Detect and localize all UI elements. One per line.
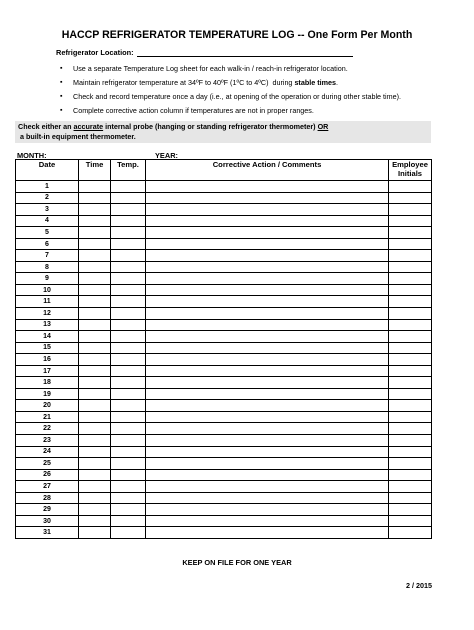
- temp-cell[interactable]: [111, 388, 146, 400]
- bullet-icon: ▪: [60, 107, 63, 114]
- date-cell: 24: [16, 446, 79, 458]
- corrective-action-cell[interactable]: [146, 469, 389, 481]
- table-row: [16, 227, 432, 239]
- time-cell[interactable]: [79, 238, 111, 250]
- temp-cell[interactable]: [111, 504, 146, 516]
- time-cell[interactable]: [79, 492, 111, 504]
- corrective-action-cell[interactable]: [146, 261, 389, 273]
- time-cell[interactable]: [79, 284, 111, 296]
- table-row: [16, 481, 432, 493]
- corrective-action-cell[interactable]: [146, 238, 389, 250]
- time-cell[interactable]: [79, 469, 111, 481]
- corrective-action-cell[interactable]: [146, 296, 389, 308]
- time-cell[interactable]: [79, 354, 111, 366]
- temp-cell[interactable]: [111, 411, 146, 423]
- date-cell: 12: [16, 308, 79, 320]
- employee-initials-cell[interactable]: [389, 261, 432, 273]
- table-row: [16, 273, 432, 285]
- date-cell: 13: [16, 319, 79, 331]
- date-cell: 1: [16, 181, 79, 193]
- column-header-employee-initials: Employee Initials: [389, 160, 432, 181]
- temp-cell[interactable]: [111, 342, 146, 354]
- date-cell: 10: [16, 284, 79, 296]
- employee-initials-cell[interactable]: [389, 458, 432, 470]
- date-cell: 23: [16, 435, 79, 447]
- instruction-item: [60, 92, 401, 106]
- employee-initials-cell[interactable]: [389, 284, 432, 296]
- employee-initials-cell[interactable]: [389, 296, 432, 308]
- table-row: [16, 204, 432, 216]
- table-row: [16, 388, 432, 400]
- instruction-text: Check and record temperature once a day (i.e., at opening of the operation or during other stable time).: [73, 92, 402, 101]
- temperature-log-table: [15, 159, 432, 539]
- time-cell[interactable]: [79, 181, 111, 193]
- date-cell: 17: [16, 365, 79, 377]
- corrective-action-cell[interactable]: [146, 388, 389, 400]
- month-label: MONTH:: [17, 151, 47, 160]
- corrective-action-cell[interactable]: [146, 342, 389, 354]
- column-header-date: Date: [16, 160, 79, 181]
- table-row: [16, 458, 432, 470]
- date-cell: 21: [16, 411, 79, 423]
- employee-initials-cell[interactable]: [389, 515, 432, 527]
- table-row: [16, 284, 432, 296]
- table-row: [16, 342, 432, 354]
- time-cell[interactable]: [79, 250, 111, 262]
- employee-initials-cell[interactable]: [389, 354, 432, 366]
- temp-cell[interactable]: [111, 458, 146, 470]
- time-cell[interactable]: [79, 342, 111, 354]
- time-cell[interactable]: [79, 527, 111, 539]
- table-header-row: [16, 160, 432, 181]
- table-row: [16, 308, 432, 320]
- employee-initials-cell[interactable]: [389, 273, 432, 285]
- employee-initials-cell[interactable]: [389, 227, 432, 239]
- corrective-action-cell[interactable]: [146, 492, 389, 504]
- probe-text: Check either an: [18, 122, 74, 131]
- table-row: [16, 435, 432, 447]
- temp-cell[interactable]: [111, 319, 146, 331]
- instruction-text: Maintain refrigerator temperature at 34ºF to 40ºF (1ºC to 4ºC) during: [73, 78, 295, 87]
- instruction-text-end: .: [335, 78, 338, 87]
- date-cell: 6: [16, 238, 79, 250]
- table-row: [16, 319, 432, 331]
- table-row: [16, 250, 432, 262]
- corrective-action-cell[interactable]: [146, 204, 389, 216]
- corrective-action-cell[interactable]: [146, 273, 389, 285]
- time-cell[interactable]: [79, 504, 111, 516]
- temp-cell[interactable]: [111, 204, 146, 216]
- temp-cell[interactable]: [111, 469, 146, 481]
- corrective-action-cell[interactable]: [146, 423, 389, 435]
- date-cell: 29: [16, 504, 79, 516]
- corrective-action-cell[interactable]: [146, 377, 389, 389]
- table-row: [16, 354, 432, 366]
- time-cell[interactable]: [79, 458, 111, 470]
- time-cell[interactable]: [79, 400, 111, 412]
- table-row: [16, 446, 432, 458]
- temp-cell[interactable]: [111, 273, 146, 285]
- time-cell[interactable]: [79, 365, 111, 377]
- time-cell[interactable]: [79, 331, 111, 343]
- table-row: [16, 331, 432, 343]
- employee-initials-cell[interactable]: [389, 331, 432, 343]
- refrigerator-location: [56, 48, 353, 57]
- date-cell: 19: [16, 388, 79, 400]
- employee-initials-cell[interactable]: [389, 204, 432, 216]
- table-row: [16, 215, 432, 227]
- time-cell[interactable]: [79, 481, 111, 493]
- date-cell: 5: [16, 227, 79, 239]
- table-row: [16, 296, 432, 308]
- corrective-action-cell[interactable]: [146, 215, 389, 227]
- instruction-item: [60, 78, 401, 92]
- instruction-emphasis: stable times: [294, 78, 336, 87]
- footer-note: KEEP ON FILE FOR ONE YEAR: [182, 558, 292, 567]
- employee-initials-cell[interactable]: [389, 527, 432, 539]
- employee-initials-cell[interactable]: [389, 250, 432, 262]
- employee-initials-cell[interactable]: [389, 181, 432, 193]
- employee-initials-cell[interactable]: [389, 435, 432, 447]
- temp-cell[interactable]: [111, 215, 146, 227]
- employee-initials-cell[interactable]: [389, 411, 432, 423]
- date-cell: 7: [16, 250, 79, 262]
- corrective-action-cell[interactable]: [146, 504, 389, 516]
- date-cell: 30: [16, 515, 79, 527]
- date-cell: 8: [16, 261, 79, 273]
- employee-initials-cell[interactable]: [389, 192, 432, 204]
- corrective-action-cell[interactable]: [146, 250, 389, 262]
- time-cell[interactable]: [79, 204, 111, 216]
- date-cell: 27: [16, 481, 79, 493]
- date-cell: 11: [16, 296, 79, 308]
- instruction-list: [60, 64, 401, 120]
- corrective-action-cell[interactable]: [146, 308, 389, 320]
- corrective-action-cell[interactable]: [146, 515, 389, 527]
- probe-text: internal probe (hanging or standing refrigerator thermometer): [103, 122, 318, 131]
- temp-cell[interactable]: [111, 192, 146, 204]
- table-row: [16, 469, 432, 481]
- corrective-action-cell[interactable]: [146, 192, 389, 204]
- corrective-action-cell[interactable]: [146, 181, 389, 193]
- corrective-action-cell[interactable]: [146, 435, 389, 447]
- employee-initials-cell[interactable]: [389, 423, 432, 435]
- table-row: [16, 181, 432, 193]
- employee-initials-cell[interactable]: [389, 342, 432, 354]
- location-label: Refrigerator Location:: [56, 48, 134, 57]
- temp-cell[interactable]: [111, 400, 146, 412]
- corrective-action-cell[interactable]: [146, 365, 389, 377]
- employee-initials-cell[interactable]: [389, 365, 432, 377]
- time-cell[interactable]: [79, 435, 111, 447]
- temp-cell[interactable]: [111, 365, 146, 377]
- temp-cell[interactable]: [111, 423, 146, 435]
- bullet-icon: ▪: [60, 65, 63, 72]
- date-cell: 3: [16, 204, 79, 216]
- instruction-item: [60, 64, 401, 78]
- corrective-action-cell[interactable]: [146, 527, 389, 539]
- time-cell[interactable]: [79, 308, 111, 320]
- bullet-icon: ▪: [60, 93, 63, 100]
- table-body: [16, 181, 432, 539]
- temp-cell[interactable]: [111, 296, 146, 308]
- employee-initials-cell[interactable]: [389, 308, 432, 320]
- instruction-text: Complete corrective action column if temperatures are not in proper ranges.: [73, 106, 314, 115]
- date-cell: 9: [16, 273, 79, 285]
- temp-cell[interactable]: [111, 435, 146, 447]
- column-header-time: Time: [79, 160, 111, 181]
- employee-initials-cell[interactable]: [389, 319, 432, 331]
- time-cell[interactable]: [79, 192, 111, 204]
- table-row: [16, 365, 432, 377]
- time-cell[interactable]: [79, 377, 111, 389]
- corrective-action-cell[interactable]: [146, 227, 389, 239]
- time-cell[interactable]: [79, 446, 111, 458]
- employee-initials-cell[interactable]: [389, 446, 432, 458]
- probe-underline-or: OR: [317, 122, 329, 131]
- year-label: YEAR:: [155, 151, 178, 160]
- table-row: [16, 261, 432, 273]
- temp-cell[interactable]: [111, 354, 146, 366]
- date-cell: 22: [16, 423, 79, 435]
- table-row: [16, 192, 432, 204]
- employee-initials-cell[interactable]: [389, 377, 432, 389]
- corrective-action-cell[interactable]: [146, 481, 389, 493]
- employee-initials-cell[interactable]: [389, 481, 432, 493]
- time-cell[interactable]: [79, 423, 111, 435]
- temp-cell[interactable]: [111, 227, 146, 239]
- temp-cell[interactable]: [111, 181, 146, 193]
- table-row: [16, 400, 432, 412]
- corrective-action-cell[interactable]: [146, 319, 389, 331]
- temp-cell[interactable]: [111, 527, 146, 539]
- table-row: [16, 377, 432, 389]
- time-cell[interactable]: [79, 215, 111, 227]
- temp-cell[interactable]: [111, 250, 146, 262]
- corrective-action-cell[interactable]: [146, 458, 389, 470]
- corrective-action-cell[interactable]: [146, 284, 389, 296]
- bullet-icon: ▪: [60, 79, 63, 86]
- corrective-action-cell[interactable]: [146, 446, 389, 458]
- table-row: [16, 527, 432, 539]
- date-cell: 14: [16, 331, 79, 343]
- form-title: HACCP REFRIGERATOR TEMPERATURE LOG -- One Form Per Month: [61, 29, 413, 41]
- temp-cell[interactable]: [111, 284, 146, 296]
- corrective-action-cell[interactable]: [146, 411, 389, 423]
- date-cell: 2: [16, 192, 79, 204]
- date-cell: 15: [16, 342, 79, 354]
- temp-cell[interactable]: [111, 331, 146, 343]
- time-cell[interactable]: [79, 273, 111, 285]
- date-cell: 25: [16, 458, 79, 470]
- employee-initials-cell[interactable]: [389, 388, 432, 400]
- time-cell[interactable]: [79, 388, 111, 400]
- employee-initials-cell[interactable]: [389, 469, 432, 481]
- date-cell: 31: [16, 527, 79, 539]
- corrective-action-cell[interactable]: [146, 400, 389, 412]
- time-cell[interactable]: [79, 411, 111, 423]
- temp-cell[interactable]: [111, 261, 146, 273]
- corrective-action-cell[interactable]: [146, 354, 389, 366]
- corrective-action-cell[interactable]: [146, 331, 389, 343]
- employee-initials-cell[interactable]: [389, 504, 432, 516]
- page-number: 2 / 2015: [406, 581, 432, 590]
- employee-initials-cell[interactable]: [389, 238, 432, 250]
- column-header-temp: Temp.: [111, 160, 146, 181]
- temp-cell[interactable]: [111, 377, 146, 389]
- time-cell[interactable]: [79, 296, 111, 308]
- temp-cell[interactable]: [111, 308, 146, 320]
- date-cell: 26: [16, 469, 79, 481]
- table-row: [16, 492, 432, 504]
- temp-cell[interactable]: [111, 481, 146, 493]
- temp-cell[interactable]: [111, 515, 146, 527]
- employee-initials-cell[interactable]: [389, 400, 432, 412]
- instruction-item: [60, 106, 401, 120]
- employee-initials-cell[interactable]: [389, 492, 432, 504]
- date-cell: 4: [16, 215, 79, 227]
- time-cell[interactable]: [79, 319, 111, 331]
- employee-initials-cell[interactable]: [389, 215, 432, 227]
- temp-cell[interactable]: [111, 238, 146, 250]
- table-row: [16, 423, 432, 435]
- date-cell: 20: [16, 400, 79, 412]
- temp-cell[interactable]: [111, 446, 146, 458]
- time-cell[interactable]: [79, 227, 111, 239]
- instruction-text: Use a separate Temperature Log sheet for each walk-in / reach-in refrigerator location.: [73, 64, 348, 73]
- date-cell: 16: [16, 354, 79, 366]
- date-cell: 18: [16, 377, 79, 389]
- thermometer-instruction: [15, 121, 431, 143]
- location-field[interactable]: [137, 49, 353, 57]
- table-row: [16, 411, 432, 423]
- probe-text: a built-in equipment thermometer.: [18, 131, 136, 141]
- time-cell[interactable]: [79, 515, 111, 527]
- table-row: [16, 504, 432, 516]
- temp-cell[interactable]: [111, 492, 146, 504]
- column-header-corrective-action: Corrective Action / Comments: [146, 160, 389, 181]
- table-row: [16, 515, 432, 527]
- time-cell[interactable]: [79, 261, 111, 273]
- table-row: [16, 238, 432, 250]
- probe-underline-accurate: accurate: [73, 122, 104, 131]
- date-cell: 28: [16, 492, 79, 504]
